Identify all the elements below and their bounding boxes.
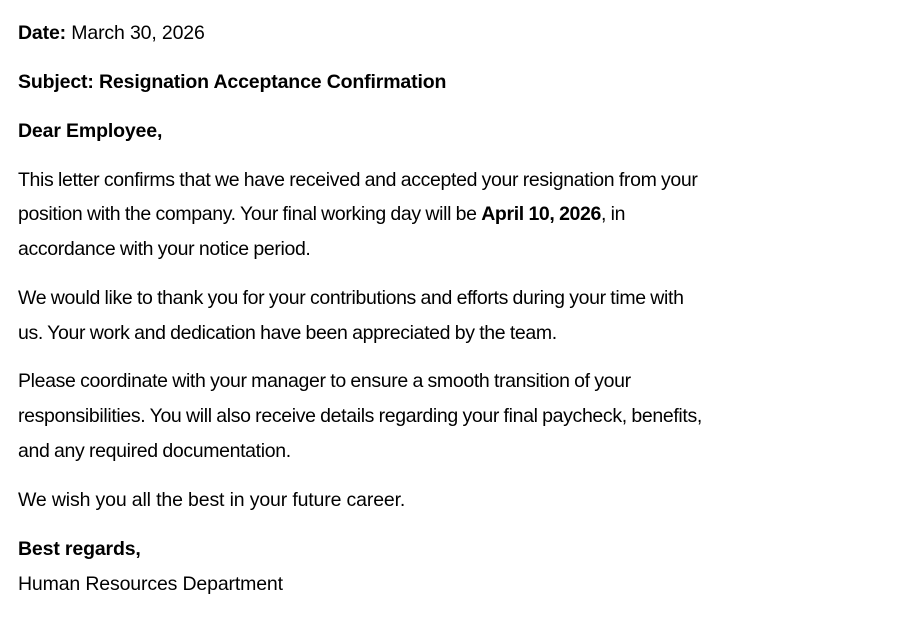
closing-text: Best regards,: [18, 538, 141, 560]
paragraph-3-line-2: responsibilities. You will also receive details regarding your final paycheck, benefits,: [18, 405, 702, 427]
subject-line: [18, 73, 446, 93]
paragraph-3-line-1: Please coordinate with your manager to ensure a smooth transition of your: [18, 370, 631, 392]
final-working-day: April 10, 2026: [481, 203, 602, 225]
salutation: [18, 122, 162, 142]
closing: [18, 540, 141, 560]
subject-value: Resignation Acceptance Confirmation: [93, 71, 447, 93]
date-line: [18, 24, 205, 44]
paragraph-1-line-2-text: position with the company. Your final working day will be: [18, 203, 482, 225]
paragraph-4-line-1: We wish you all the best in your future career.: [18, 489, 406, 511]
paragraph-1-line-2: [18, 205, 625, 225]
paragraph-1-line-3: accordance with your notice period.: [18, 238, 311, 260]
paragraph-3-line-3: and any required documentation.: [18, 440, 291, 462]
date-value: March 30, 2026: [66, 22, 205, 44]
date-label: Date:: [18, 22, 67, 44]
paragraph-1-line-1: This letter confirms that we have received and accepted your resignation from your: [18, 169, 698, 191]
signature: Human Resources Department: [18, 573, 283, 595]
paragraph-2-line-2: us. Your work and dedication have been appreciated by the team.: [18, 322, 557, 344]
salutation-text: Dear Employee,: [18, 120, 163, 142]
subject-label: Subject:: [18, 71, 94, 93]
paragraph-1-line-2-tail: , in: [601, 203, 626, 225]
paragraph-2-line-1: We would like to thank you for your contributions and efforts during your time with: [18, 287, 684, 309]
